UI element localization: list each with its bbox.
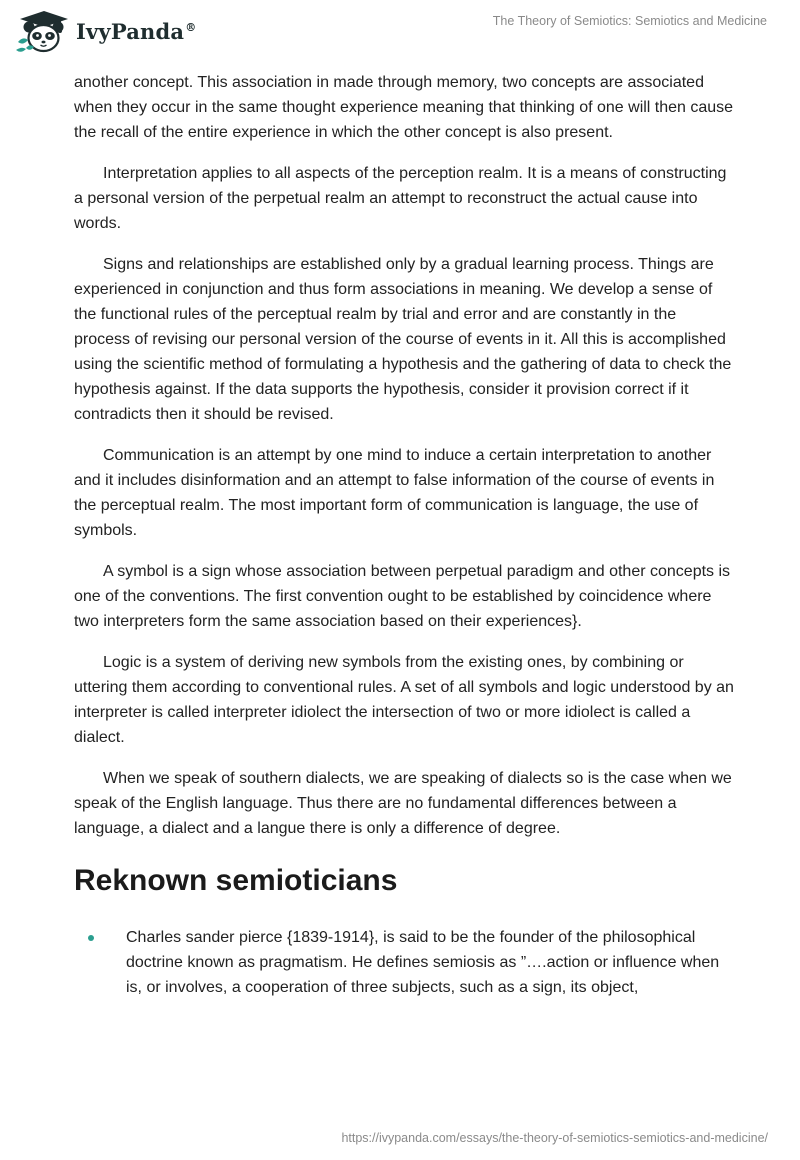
section-heading: Reknown semioticians (74, 864, 398, 897)
list-item (74, 925, 734, 1000)
paragraph: When we speak of southern dialects, we are speaking of dialects so is the case when we speak of the English language. Thus there are no fundamental differences between a language, a dialect and a langue there is only a difference of degree. (74, 770, 732, 837)
brand-name: IvyPanda® (76, 18, 197, 44)
paragraph: Signs and relationships are established only by a gradual learning process. Things are experienced in conjunction and thus form associations in meaning. We develop a sense of the functional rules of the perceptual realm by trial and error and are constantly in the process of revising our personal version of the course of events in it. All this is accomplished using the scientific method of formulating a hypothesis and the gathering of data to check the hypothesis against. If the data supports the hypothesis, consider it provision correct if it contradicts then it should be revised. (74, 256, 732, 423)
semioticians-list (74, 925, 734, 1000)
paragraph: Interpretation applies to all aspects of the perception realm. It is a means of constructing a personal version of the perpetual realm an attempt to reconstruct the actual cause into words. (74, 165, 727, 232)
ivypanda-logo[interactable] (14, 8, 196, 54)
paragraph: Logic is a system of deriving new symbols from the existing ones, by combining or uttering them according to conventional rules. A set of all symbols and logic understood by an interpreter is called interpreter idiolect the intersection of two or more idiolect is called a dialect. (74, 654, 734, 746)
document-title: The Theory of Semiotics: Semiotics and Medicine (492, 14, 767, 28)
list-item-text: Charles sander pierce {1839-1914}, is said to be the founder of the philosophical doctrine known as pragmatism. He defines semiosis as ”….action or influence when is, or involves, a cooperation of three subjects, such as a sign, its object, (126, 929, 720, 996)
page-header (0, 0, 800, 62)
paragraph: A symbol is a sign whose association between perpetual paradigm and other concepts is one of the conventions. The first convention ought to be established by coincidence where two interpreters form the same association based on their experiences}. (74, 563, 731, 630)
paragraph: another concept. This association in made through memory, two concepts are associated when they occur in the same thought experience meaning that thinking of one will then cause the recall of the entire experience in which the other concept is also present. (74, 74, 734, 141)
paragraph: Communication is an attempt by one mind to induce a certain interpretation to another and it includes disinformation and an attempt to false information of the course of events in the perceptual realm. The most important form of communication is language, the use of symbols. (74, 447, 715, 539)
panda-graduation-cap-icon (14, 8, 70, 54)
bullet-dot-icon (88, 935, 94, 941)
source-url[interactable]: https://ivypanda.com/essays/the-theory-of-semiotics-semiotics-and-medicine/ (341, 1131, 768, 1145)
essay-body (74, 70, 734, 1000)
